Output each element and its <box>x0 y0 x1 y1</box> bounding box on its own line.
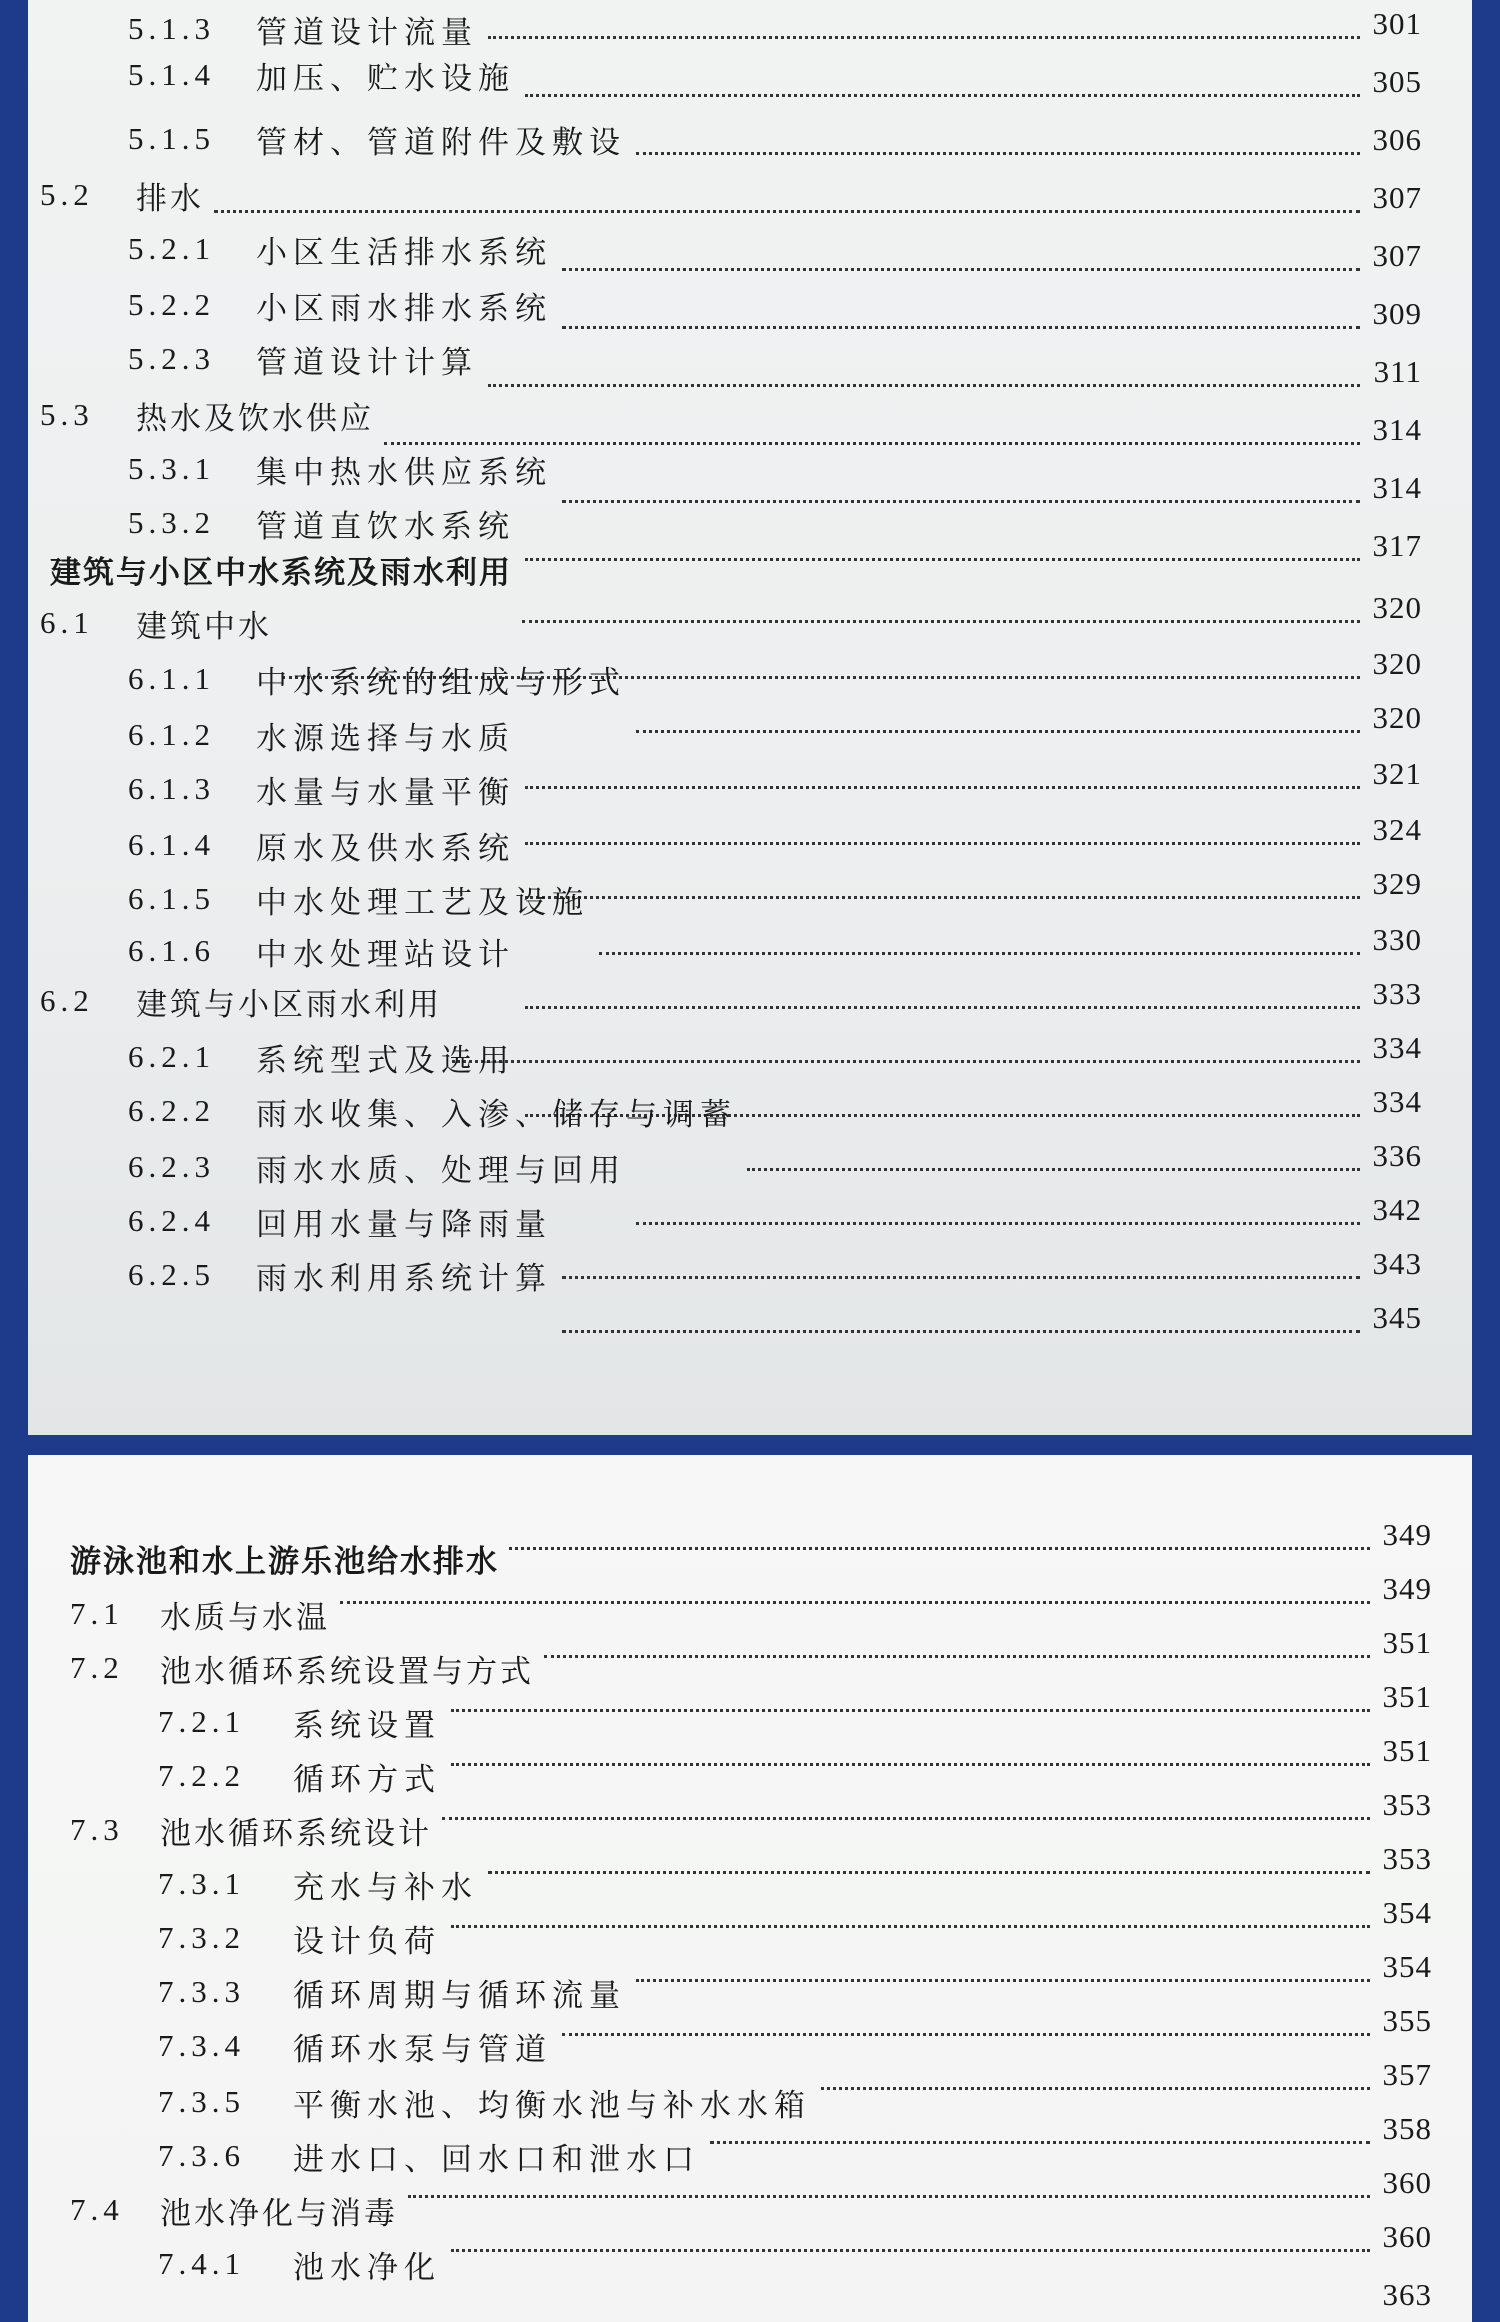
toc-entry-title: 排水 <box>136 180 204 217</box>
toc-page-number: 360 <box>1382 2165 1432 2200</box>
toc-leader-dots <box>509 1547 1370 1550</box>
toc-leader-dots <box>525 94 1360 97</box>
toc-section-number: 6.2.5 <box>128 1257 215 1292</box>
toc-entry-title: 进水口、回水口和泄水口 <box>293 2141 700 2178</box>
toc-entry-title: 小区雨水排水系统 <box>256 290 552 327</box>
toc-page-number: 306 <box>1372 122 1422 157</box>
toc-entry[interactable] <box>28 1969 1472 2015</box>
toc-page-number: 349 <box>1382 1517 1432 1552</box>
toc-page-number: 345 <box>1372 1300 1422 1335</box>
toc-entry[interactable] <box>28 1034 1472 1080</box>
toc-page-number: 334 <box>1372 1084 1422 1119</box>
toc-page-number: 333 <box>1372 976 1422 1011</box>
toc-entry[interactable] <box>28 2241 1472 2287</box>
toc-leader-dots <box>451 1709 1370 1712</box>
toc-page-number: 357 <box>1382 2057 1432 2092</box>
toc-entry[interactable] <box>28 116 1472 162</box>
toc-leader-dots <box>821 2087 1370 2090</box>
toc-page-number: 342 <box>1372 1192 1422 1227</box>
toc-page-number: 349 <box>1382 1571 1432 1606</box>
toc-entry[interactable] <box>28 500 1472 546</box>
toc-page-number: 353 <box>1382 1841 1432 1876</box>
toc-section-number: 7.2.1 <box>158 1704 245 1739</box>
toc-leader-dots <box>488 36 1360 39</box>
toc-leader-dots <box>488 384 1360 387</box>
toc-entry[interactable] <box>28 712 1472 758</box>
toc-section-number: 7.4 <box>70 2192 124 2227</box>
toc-entry[interactable] <box>28 1753 1472 1799</box>
toc-section-number: 6.2.4 <box>128 1203 215 1238</box>
toc-section-number: 7.3.3 <box>158 1974 245 2009</box>
toc-section-number: 6.2.2 <box>128 1093 215 1128</box>
toc-page-number: 301 <box>1372 6 1422 41</box>
toc-section-number: 7.3 <box>70 1812 124 1847</box>
toc-entry[interactable] <box>28 656 1472 702</box>
toc-leader-dots <box>451 1763 1370 1766</box>
toc-section-number: 5.1.5 <box>128 121 215 156</box>
toc-page-number: 314 <box>1372 470 1422 505</box>
toc-entry[interactable] <box>28 1088 1472 1134</box>
toc-section-number: 7.3.4 <box>158 2028 245 2063</box>
toc-section-number: 7.4.1 <box>158 2246 245 2281</box>
toc-entry[interactable] <box>28 52 1472 98</box>
toc-leader-dots <box>408 2195 1370 2198</box>
toc-entry[interactable] <box>28 600 1472 646</box>
toc-entry-title: 加压、贮水设施 <box>256 60 515 97</box>
toc-leader-dots <box>384 442 1360 445</box>
toc-page-number: 307 <box>1372 238 1422 273</box>
toc-entry[interactable] <box>28 928 1472 974</box>
toc-page-number: 320 <box>1372 590 1422 625</box>
toc-entry[interactable] <box>28 1535 1472 1581</box>
toc-page-number: 320 <box>1372 700 1422 735</box>
toc-section-number: 7.3.1 <box>158 1866 245 1901</box>
toc-entry-title: 平衡水池、均衡水池与补水水箱 <box>293 2087 811 2124</box>
toc-entry-title: 池水循环系统设置与方式 <box>160 1653 534 1690</box>
toc-page-number: 351 <box>1382 1679 1432 1714</box>
toc-leader-dots <box>710 2141 1370 2144</box>
toc-leader-dots <box>488 1871 1370 1874</box>
toc-entry-title: 建筑与小区中水系统及雨水利用 <box>50 554 512 591</box>
toc-page-number: 305 <box>1372 64 1422 99</box>
toc-section-number: 6.1.5 <box>128 881 215 916</box>
toc-section-number: 7.2.2 <box>158 1758 245 1793</box>
toc-entry-title: 水源选择与水质 <box>256 720 515 757</box>
toc-entry-title: 管道直饮水系统 <box>256 508 515 545</box>
toc-section-number: 5.3.2 <box>128 505 215 540</box>
toc-page-number: 351 <box>1382 1625 1432 1660</box>
toc-entry-title: 水量与水量平衡 <box>256 774 515 811</box>
toc-section-number: 7.1 <box>70 1596 124 1631</box>
toc-entry-title: 池水净化与消毒 <box>160 2195 398 2232</box>
toc-entry[interactable] <box>28 1591 1472 1637</box>
toc-section-number: 5.1.3 <box>128 11 215 46</box>
toc-leader-dots <box>451 2249 1370 2252</box>
toc-entry-title: 水质与水温 <box>160 1599 330 1636</box>
toc-page-number: 354 <box>1382 1949 1432 1984</box>
toc-entry-title: 热水及饮水供应 <box>136 400 374 437</box>
toc-entry-title: 设计负荷 <box>293 1923 441 1960</box>
toc-entry-title: 中水处理站设计 <box>256 936 515 973</box>
toc-page-number: 307 <box>1372 180 1422 215</box>
toc-section-number: 6.2.1 <box>128 1039 215 1074</box>
toc-entry-title: 循环水泵与管道 <box>293 2031 552 2068</box>
toc-leader-dots <box>340 1601 1370 1604</box>
toc-entry[interactable] <box>28 392 1472 438</box>
toc-section-number: 6.1.3 <box>128 771 215 806</box>
toc-leader-dots <box>562 268 1360 271</box>
toc-entry[interactable] <box>28 546 1472 592</box>
toc-leader-dots <box>562 326 1360 329</box>
toc-section-number: 7.3.2 <box>158 1920 245 1955</box>
toc-entry-title: 回用水量与降雨量 <box>256 1206 552 1243</box>
toc-entry-title: 集中热水供应系统 <box>256 454 552 491</box>
toc-page-number: 354 <box>1382 1895 1432 1930</box>
toc-section-number: 5.2.1 <box>128 231 215 266</box>
toc-entry-title: 游泳池和水上游乐池给水排水 <box>70 1543 499 1580</box>
toc-entry[interactable] <box>28 2133 1472 2179</box>
toc-entry[interactable] <box>28 1198 1472 1244</box>
toc-page-number: 360 <box>1382 2219 1432 2254</box>
toc-entry[interactable] <box>28 1915 1472 1961</box>
toc-section-number: 5.3.1 <box>128 451 215 486</box>
toc-section-number: 6.2 <box>40 983 94 1018</box>
toc-entry-title: 池水循环系统设计 <box>160 1815 432 1852</box>
toc-entry-title: 中水处理工艺及设施 <box>256 884 589 921</box>
toc-section-number: 5.3 <box>40 397 94 432</box>
toc-page-lower <box>28 1455 1472 2322</box>
toc-entry[interactable] <box>28 2023 1472 2069</box>
toc-page-number: 314 <box>1372 412 1422 447</box>
toc-page-number: 353 <box>1382 1787 1432 1822</box>
toc-page-number: 343 <box>1372 1246 1422 1281</box>
toc-page-number: 311 <box>1373 354 1422 389</box>
toc-leader-dots <box>636 152 1360 155</box>
toc-entry-title: 循环周期与循环流量 <box>293 1977 626 2014</box>
toc-leader-dots <box>636 1979 1370 1982</box>
toc-entry[interactable] <box>28 6 1472 52</box>
toc-section-number: 5.2.2 <box>128 287 215 322</box>
toc-page-number: 330 <box>1372 922 1422 957</box>
toc-entry-title: 雨水收集、入渗、储存与调蓄 <box>256 1096 737 1133</box>
toc-entry-title: 管道设计计算 <box>256 344 478 381</box>
toc-entry-title: 管道设计流量 <box>256 14 478 51</box>
toc-section-number: 5.2 <box>40 177 94 212</box>
toc-page-number: 317 <box>1372 528 1422 563</box>
toc-page-number: 329 <box>1372 866 1422 901</box>
toc-page-number: 355 <box>1382 2003 1432 2038</box>
toc-entry-title: 循环方式 <box>293 1761 441 1798</box>
toc-entry[interactable] <box>28 1699 1472 1745</box>
toc-entry-title: 系统设置 <box>293 1707 441 1744</box>
toc-entry[interactable] <box>28 978 1472 1024</box>
toc-section-number: 5.1.4 <box>128 57 215 92</box>
toc-entry-title: 小区生活排水系统 <box>256 234 552 271</box>
toc-section-number: 6.1.6 <box>128 933 215 968</box>
toc-section-number: 6.1.2 <box>128 717 215 752</box>
toc-entry[interactable] <box>28 2187 1472 2233</box>
toc-page-number: 351 <box>1382 1733 1432 1768</box>
toc-page-number: 336 <box>1372 1138 1422 1173</box>
toc-entry[interactable] <box>28 1807 1472 1853</box>
toc-section-number: 6.1 <box>40 605 94 640</box>
toc-entry[interactable] <box>28 766 1472 812</box>
toc-page-number: 309 <box>1372 296 1422 331</box>
toc-section-number: 6.1.1 <box>128 661 215 696</box>
toc-section-number: 6.1.4 <box>128 827 215 862</box>
toc-entry[interactable] <box>28 876 1472 922</box>
toc-entry[interactable] <box>28 282 1472 328</box>
toc-leader-dots <box>214 210 1360 213</box>
toc-page-number: 334 <box>1372 1030 1422 1065</box>
toc-entry[interactable] <box>28 1252 1472 1298</box>
toc-entry[interactable] <box>28 336 1472 382</box>
toc-entry-title: 系统型式及选用 <box>256 1042 515 1079</box>
toc-entry[interactable] <box>28 226 1472 272</box>
toc-leader-dots <box>544 1655 1370 1658</box>
toc-entry-title: 原水及供水系统 <box>256 830 515 867</box>
toc-section-number: 7.2 <box>70 1650 124 1685</box>
toc-page-number: 358 <box>1382 2111 1432 2146</box>
toc-section-number: 5.2.3 <box>128 341 215 376</box>
toc-entry-title: 雨水利用系统计算 <box>256 1260 552 1297</box>
toc-entry-title: 雨水水质、处理与回用 <box>256 1152 626 1189</box>
toc-entry[interactable] <box>28 2079 1472 2125</box>
toc-page-number: 363 <box>1382 2277 1432 2312</box>
toc-entry-title: 中水系统的组成与形式 <box>256 664 626 701</box>
toc-section-number: 6.2.3 <box>128 1149 215 1184</box>
toc-page-number: 320 <box>1372 646 1422 681</box>
toc-entry[interactable] <box>28 1144 1472 1190</box>
toc-entry[interactable] <box>28 446 1472 492</box>
toc-page-upper <box>28 0 1472 1435</box>
toc-leader-dots <box>562 2033 1370 2036</box>
toc-leader-dots <box>442 1817 1370 1820</box>
toc-entry[interactable] <box>28 822 1472 868</box>
toc-leader-dots <box>562 1330 1360 1333</box>
toc-leader-dots <box>451 1925 1370 1928</box>
toc-entry-title: 池水净化 <box>293 2249 441 2286</box>
toc-page-number: 324 <box>1372 812 1422 847</box>
toc-entry-title: 建筑与小区雨水利用 <box>136 986 442 1023</box>
toc-section-number: 7.3.5 <box>158 2084 245 2119</box>
toc-entry-title: 管材、管道附件及敷设 <box>256 124 626 161</box>
toc-entry-title: 充水与补水 <box>293 1869 478 1906</box>
toc-entry[interactable] <box>28 1861 1472 1907</box>
toc-section-number: 7.3.6 <box>158 2138 245 2173</box>
toc-page-number: 321 <box>1372 756 1422 791</box>
toc-entry[interactable] <box>28 1645 1472 1691</box>
toc-entry-title: 建筑中水 <box>136 608 272 645</box>
